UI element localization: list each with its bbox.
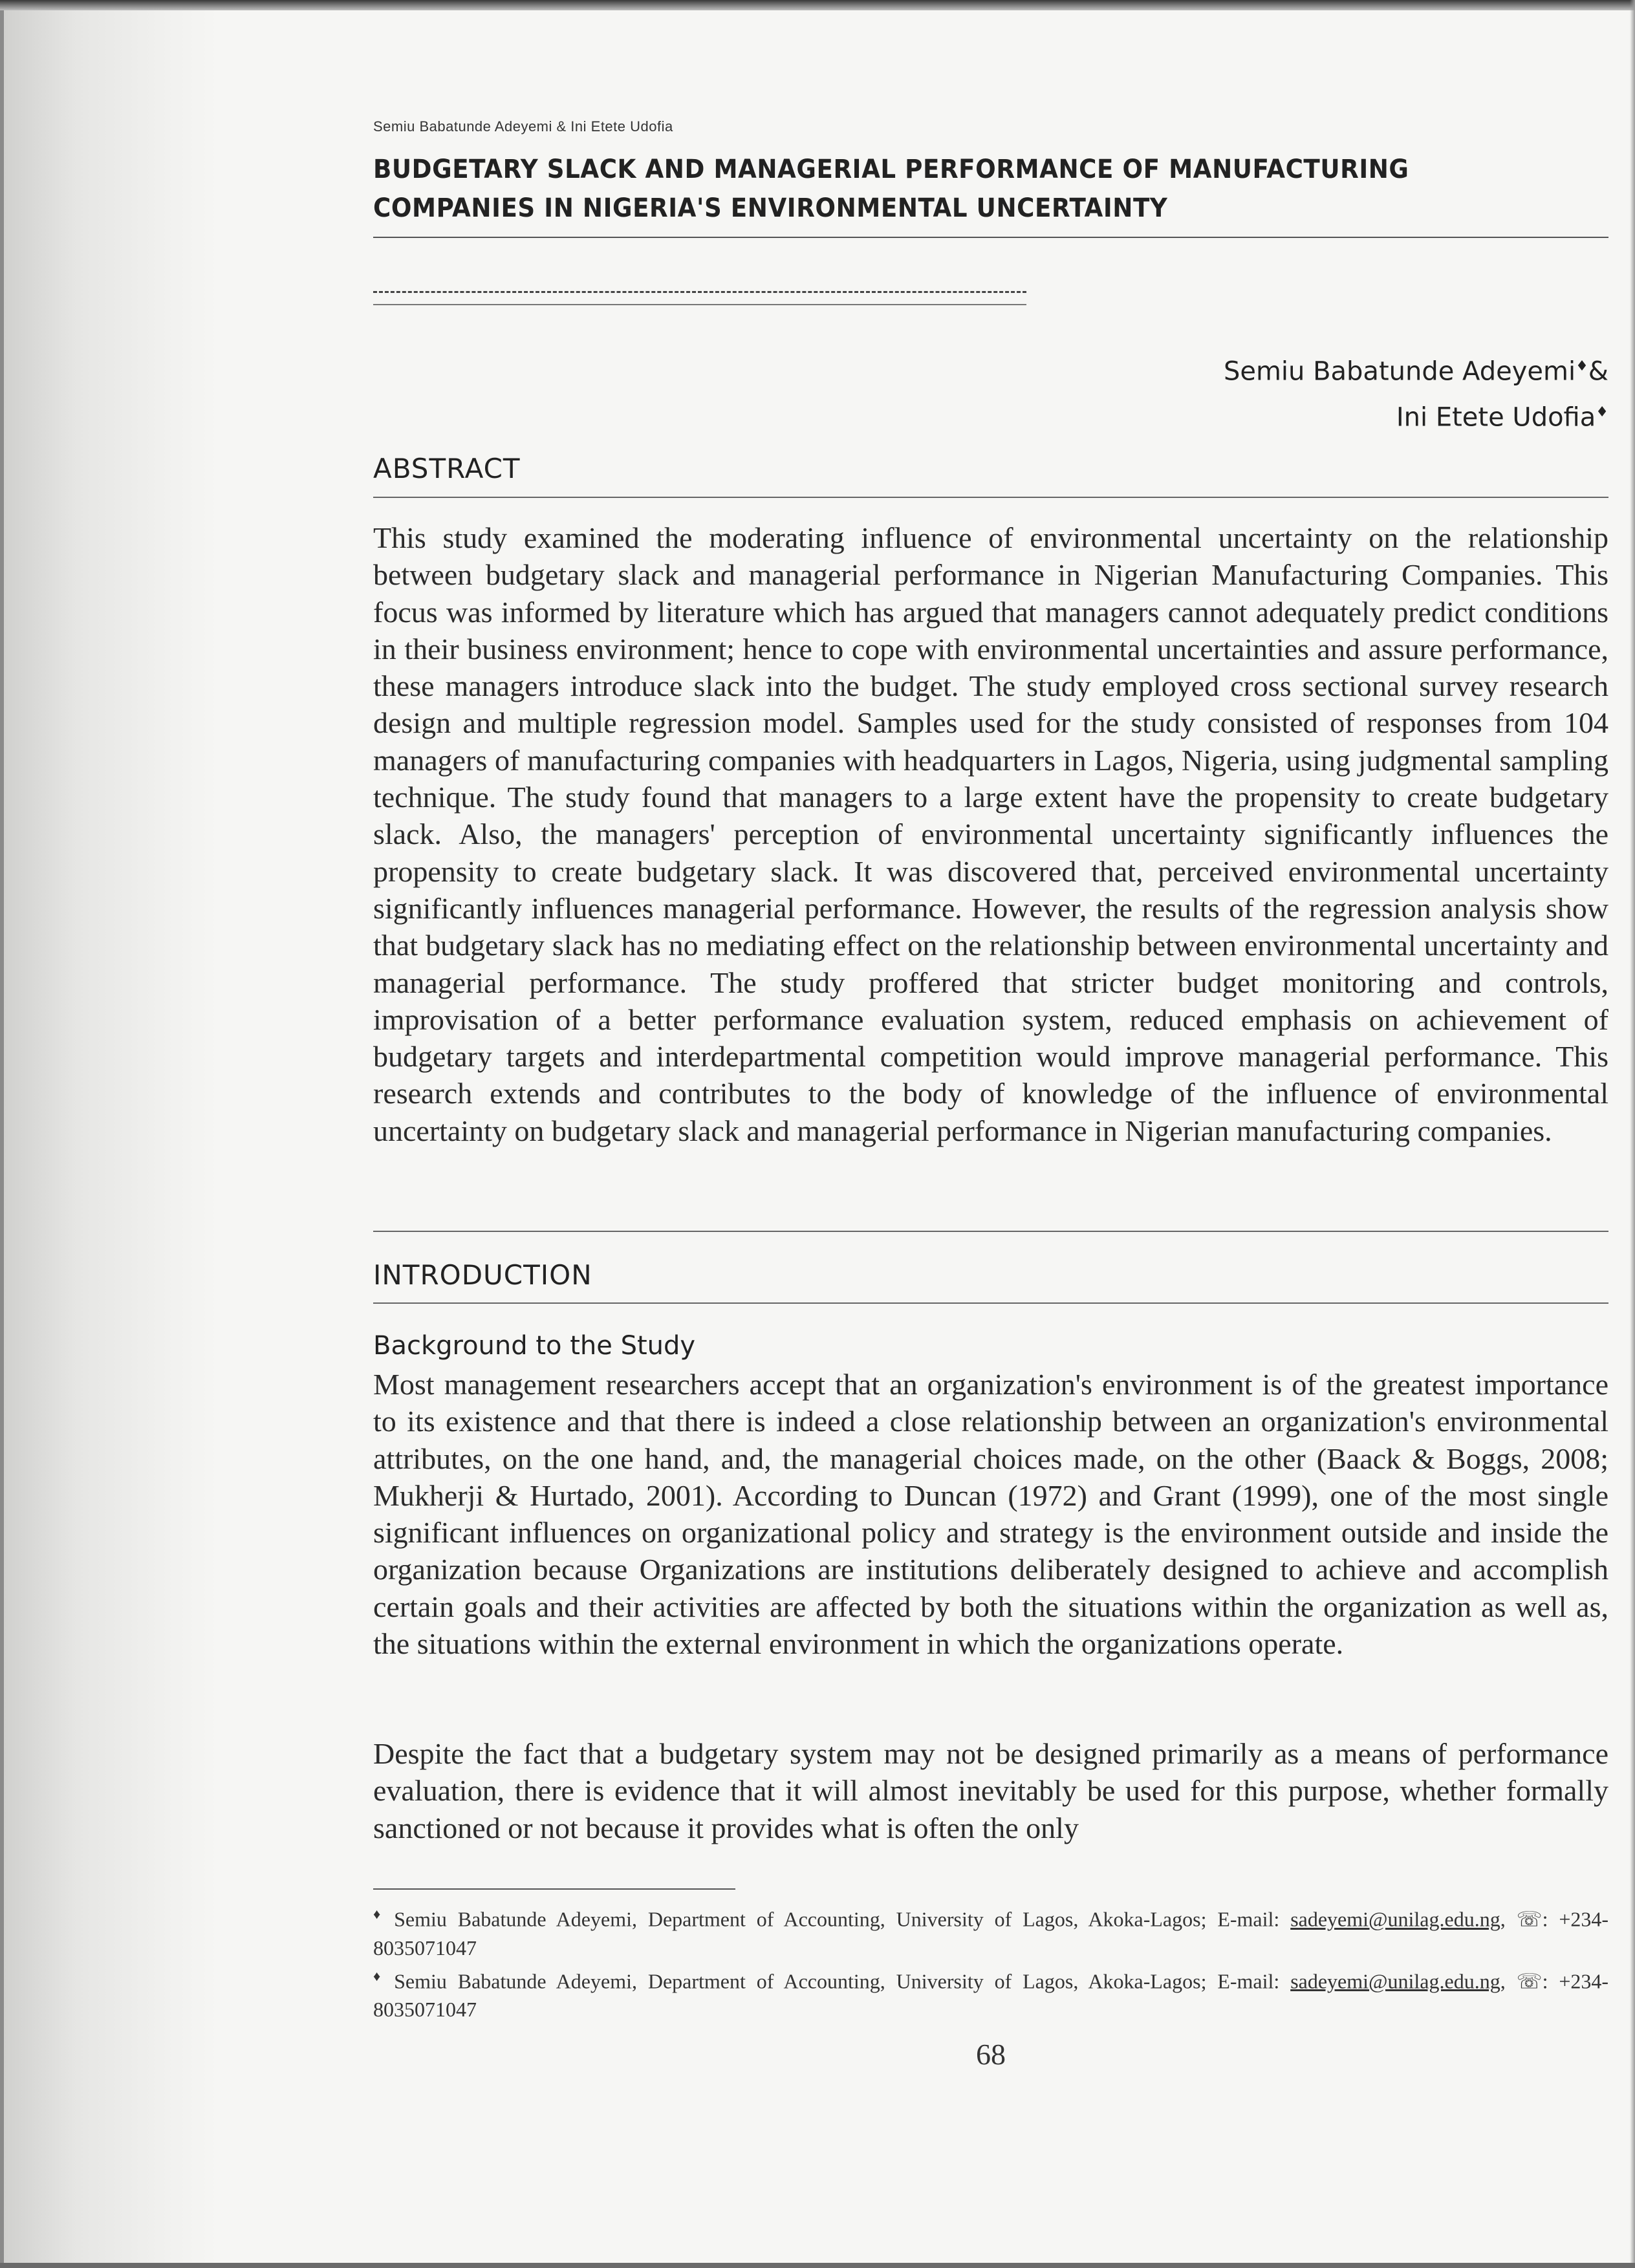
footnote-marker: ♦: [373, 1906, 387, 1922]
author-mark-1: ♦: [1575, 358, 1588, 374]
author-mark-2: ♦: [1596, 404, 1608, 421]
footnote-text: Semiu Babatunde Adeyemi, Department of Accounting, University of Lagos, Akoka-Lagos; E-mail:: [394, 1969, 1280, 1993]
footnote-phone: ☏: +234-8035071047: [373, 1969, 1609, 2022]
footnotes: [373, 1900, 1608, 2024]
scan-left-shadow: [0, 0, 220, 2268]
dashed-rule-underline: [373, 304, 1026, 305]
dashed-rule: [373, 291, 1026, 293]
footnote-1: [373, 1900, 1608, 1962]
footnote-2: [373, 1962, 1608, 2024]
footnote-marker: ♦: [373, 1967, 387, 1984]
running-head: Semiu Babatunde Adeyemi & Ini Etete Udofia: [373, 118, 673, 135]
scan-right-edge: [1630, 0, 1635, 2268]
paper-page: [373, 0, 1608, 2268]
introduction-rule: [373, 1302, 1608, 1304]
page-number: 68: [976, 2038, 1006, 2071]
author-line-1: [1224, 346, 1608, 392]
footnote-text: Semiu Babatunde Adeyemi, Department of Accounting, University of Lagos, Akoka-Lagos; E-mail:: [394, 1907, 1280, 1931]
title-rule: [373, 237, 1608, 238]
footnote-rule: [373, 1888, 735, 1890]
author-block: [1224, 346, 1608, 438]
footnote-email-link[interactable]: sadeyemi@unilag.edu.ng,: [1290, 1969, 1506, 1993]
footnote-phone: ☏: +234-8035071047: [373, 1907, 1609, 1960]
author-name-2: Ini Etete Udofia: [1396, 402, 1596, 433]
footnote-email-link[interactable]: sadeyemi@unilag.edu.ng,: [1290, 1907, 1506, 1931]
author-line-2: [1224, 392, 1608, 438]
background-subheading: Background to the Study: [373, 1331, 696, 1361]
intro-paragraph-1: Most management researchers accept that an organization's environment is of the greatest importance to its existence and that there is indeed a close relationship between an organization's environmental attributes, on the one hand, and, the managerial choices made, on the other (Baack & Boggs, 2008; Mukherji & Hurtado, 2001). According to Duncan (1972) and Grant (1999), one of the most single significant influences on organizational policy and strategy is the environment outside and inside the organization because Organizations are institutions deliberately designed to achieve and accomplish certain goals and their activities are affected by both the situations within the organization as well as, the situations within the external environment in which the organizations operate.: [373, 1368, 1608, 1661]
author-conjunction: &: [1588, 356, 1608, 387]
author-name-1: Semiu Babatunde Adeyemi: [1223, 356, 1576, 387]
paper-title: BUDGETARY SLACK AND MANAGERIAL PERFORMANCE OF MANUFACTURING COMPANIES IN NIGERIA'S ENVIRONMENTAL UNCERTAINTY: [373, 155, 1409, 223]
abstract-heading: ABSTRACT: [373, 453, 521, 484]
intro-paragraph-2: Despite the fact that a budgetary system may not be designed primarily as a means of performance evaluation, there is evidence that it will almost inevitably be used for this purpose, whether formally sanctioned or not because it provides what is often the only: [373, 1737, 1608, 1844]
introduction-heading: INTRODUCTION: [373, 1259, 592, 1291]
abstract-text: This study examined the moderating influence of environmental uncertainty on the relationship between budgetary slack and managerial performance in Nigerian Manufacturing Companies. This focus was informed by literature which has argued that managers cannot adequately predict conditions in their business environment; hence to cope with environmental uncertainties and assure performance, these managers introduce slack into the budget. The study employed cross sectional survey research design and multiple regression model. Samples used for the study consisted of responses from 104 managers of manufacturing companies with headquarters in Lagos, Nigeria, using judgmental sampling technique. The study found that managers to a large extent have the propensity to create budgetary slack. Also, the managers' perception of environmental uncertainty significantly influences the propensity to create budgetary slack. It was discovered that, perceived environmental uncertainty significantly influences managerial performance. However, the results of the regression analysis show that budgetary slack has no mediating effect on the relationship between environmental uncertainty and managerial performance. The study proffered that stricter budget monitoring and controls, improvisation of a better performance evaluation system, reduced emphasis on achievement of budgetary targets and interdepartmental competition would improve managerial performance. This research extends and contributes to the body of knowledge of the influence of environmental uncertainty on budgetary slack and managerial performance in Nigerian manufacturing companies.: [373, 521, 1608, 1147]
abstract-top-rule: [373, 497, 1608, 498]
scan-spine-edge: [0, 0, 4, 2268]
abstract-bottom-rule: [373, 1231, 1608, 1232]
